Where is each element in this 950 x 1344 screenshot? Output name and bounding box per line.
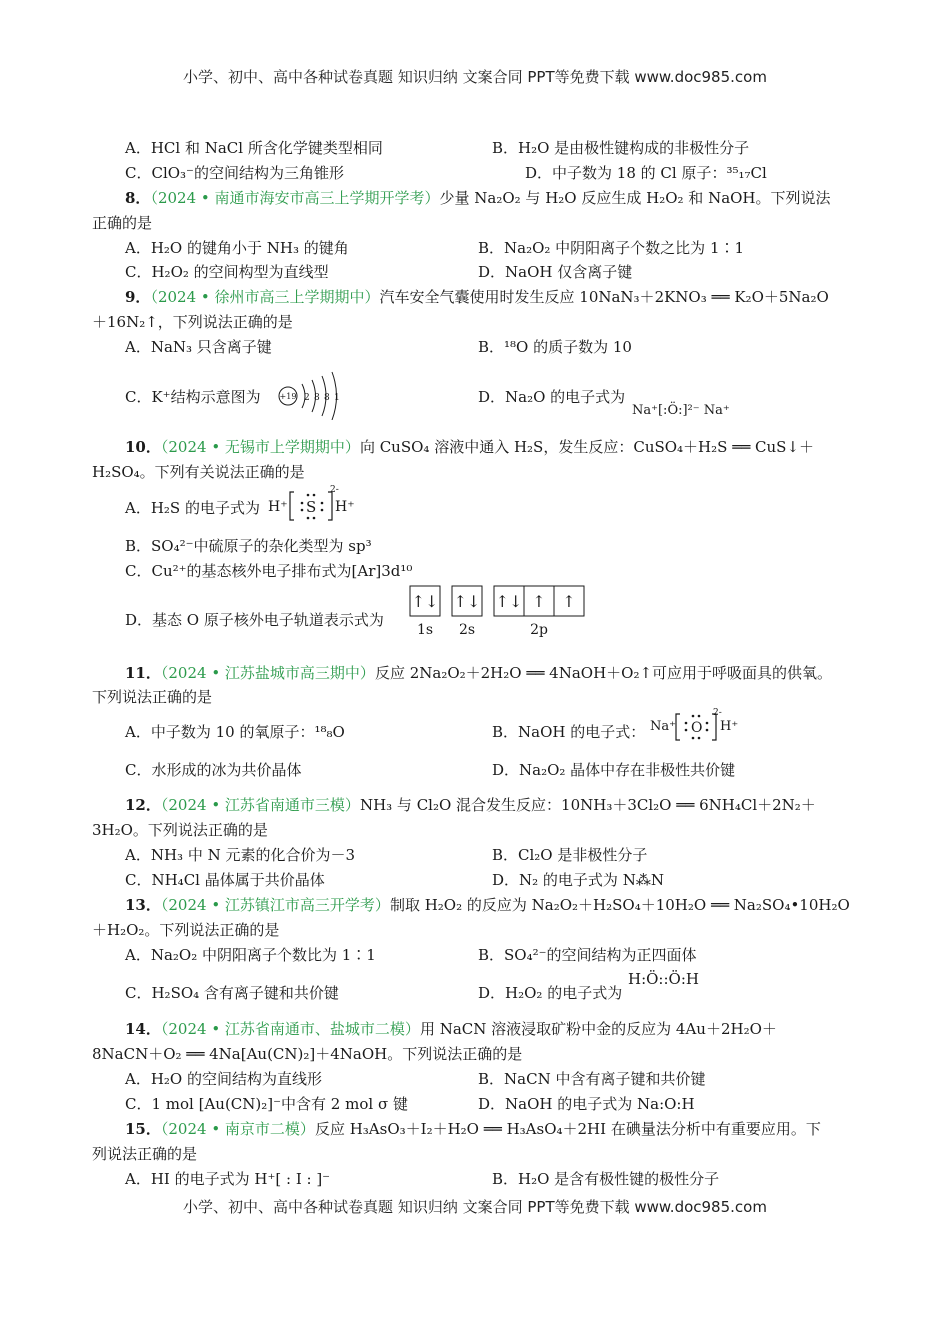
question-stem: 制取 H₂O₂ 的反应为 Na₂O₂＋H₂SO₄＋10H₂O ══ Na₂SO₄•10H₂O [389,896,850,914]
question-source: （2024 • 徐州市高三上学期期中） [150,288,380,306]
option-b: B．SO₄²⁻中硫原子的杂化类型为 sp³ [125,537,372,555]
option-b: B．NaCN 中含有离子键和共价键 [478,1070,706,1088]
question-stem: 向 CuSO₄ 溶液中通入 H₂S，发生反应：CuSO₄＋H₂S ══ CuS↓＋ [359,438,815,456]
naoh-electron-formula [650,708,750,744]
question-source: （2024 • 江苏盐城市高三期中） [160,664,375,682]
h2s-electron-formula [268,484,368,524]
electron-dot [307,494,310,497]
electron-dot [692,715,695,718]
option-c: C．NH₄Cl 晶体属于共价晶体 [125,871,325,889]
option-a: A．HCl 和 NaCl 所含化学键类型相同 [125,139,383,157]
label-1s: 1s [416,622,434,638]
electron-dot [307,517,310,520]
option-d: D．N₂ 的电子式为 N⁂N [492,871,664,889]
question-number: 15． [125,1120,161,1138]
potassium-ion-structure-diagram [276,364,346,420]
question-source: （2024 • 江苏镇江市高三开学考） [160,896,390,914]
option-a: A．NH₃ 中 N 元素的化合价为－3 [125,846,356,864]
option-a: A．H₂O 的键角小于 NH₃ 的键角 [125,239,349,257]
option-d: D．NaOH 的电子式为 Na:O:H [478,1095,695,1113]
bracket-left [676,714,680,740]
electron-dot [692,737,695,740]
electron-dot [706,722,709,725]
sulfur-symbol: S [306,498,317,516]
electron-dot [321,502,324,505]
option-a: A．Na₂O₂ 中阴阳离子个数比为 1∶1 [125,946,376,964]
electron-dot [698,737,701,740]
option-b: B．H₂O 是由极性键构成的非极性分子 [492,139,750,157]
electron-pair: ↑↓ [411,592,439,611]
oxygen-orbital-diagram [408,584,590,640]
question-source: （2024 • 江苏省南通市、盐城市二模） [160,1020,420,1038]
na-ion: Na⁺ [650,719,676,734]
question-number: 12． [125,796,161,814]
option-d: D．Na₂O 的电子式为 [478,388,626,406]
option-a: A．中子数为 10 的氧原子：¹⁸₈O [125,723,345,741]
h-ion-right: H⁺ [335,499,355,515]
electron-dot [685,729,688,732]
option-a: A．NaN₃ 只含离子键 [125,338,272,356]
question-stem: 少量 Na₂O₂ 与 H₂O 反应生成 H₂O₂ 和 NaOH。下列说法 [439,189,831,207]
electron-pair: ↑↓ [453,592,481,611]
option-d: D．Na₂O₂ 晶体中存在非极性共价键 [492,761,736,779]
question-source: （2024 • 南通市海安市高三上学期开学考） [150,189,440,207]
question-stem-cont: 列说法正确的是 [92,1145,198,1163]
question-stem: 反应 H₃AsO₃＋I₂＋H₂O ══ H₃AsO₄＋2HI 在碘量法分析中有重要应用。下 [314,1120,821,1138]
shell-3-count: 8 [324,393,330,403]
electron-single: ↑ [532,592,546,611]
shell-1-count: 2 [304,393,310,403]
bracket-right [328,492,332,520]
question-number: 10． [125,438,161,456]
page-header: 小学、初中、高中各种试卷真题 知识归纳 文案合同 PPT等免费下载 www.doc985.com [183,68,767,86]
option-c: C．水形成的冰为共价晶体 [125,761,302,779]
label-2p: 2p [530,622,548,638]
electron-pair: ↑↓ [495,592,523,611]
question-stem-cont: H₂SO₄。下列有关说法正确的是 [92,463,305,481]
question-number: 11． [125,664,161,682]
option-b: B．SO₄²⁻的空间结构为正四面体 [478,946,697,964]
shell-2-count: 8 [314,393,320,403]
electron-dot [685,722,688,725]
question-number: 13． [125,896,161,914]
question-source: （2024 • 南京市二模） [160,1120,315,1138]
question-stem-cont: 3H₂O。下列说法正确的是 [92,821,268,839]
option-d: D．NaOH 仅含离子键 [478,263,633,281]
h-ion: H⁺ [720,719,739,734]
question-number: 8． [125,189,151,207]
option-a: A．HI 的电子式为 H⁺[ : I : ]⁻ [125,1170,331,1188]
option-b: B．NaOH 的电子式： [492,723,646,741]
option-c: C．K⁺结构示意图为 [125,388,261,406]
option-b: B．Na₂O₂ 中阴阳离子个数之比为 1∶1 [478,239,745,257]
ion-charge: 2- [330,485,339,495]
page-footer: 小学、初中、高中各种试卷真题 知识归纳 文案合同 PPT等免费下载 www.doc985.com [183,1198,767,1216]
question-stem: 汽车安全气囊使用时发生反应 10NaN₃＋2KNO₃ ══ K₂O＋5Na₂O [379,288,829,306]
question-stem-cont: ＋H₂O₂。下列说法正确的是 [92,921,280,939]
electron-dot [321,509,324,512]
question-source: （2024 • 无锡市上学期期中） [160,438,360,456]
option-d: D．H₂O₂ 的电子式为 [478,984,623,1002]
bracket-left [290,492,294,520]
question-source: （2024 • 江苏省南通市三模） [160,796,360,814]
question-stem-cont: ＋16N₂↑，下列说法正确的是 [92,313,293,331]
option-a: A．H₂S 的电子式为 [125,499,260,517]
option-c: C．H₂SO₄ 含有离子键和共价键 [125,984,339,1002]
option-c: C．H₂O₂ 的空间构型为直线型 [125,263,329,281]
question-stem-cont: 正确的是 [92,214,153,232]
electron-dot [301,509,304,512]
option-b: B．H₂O 是含有极性键的极性分子 [492,1170,720,1188]
option-c: C．ClO₃⁻的空间结构为三角锥形 [125,164,344,182]
na2o-electron-formula: Na⁺[:Ö:]²⁻ Na⁺ [632,403,730,418]
shell-4-count: 1 [334,393,340,403]
option-c: C．1 mol [Au(CN)₂]⁻中含有 2 mol σ 键 [125,1095,408,1113]
question-stem-cont: 下列说法正确的是 [92,688,213,706]
option-b: B．Cl₂O 是非极性分子 [492,846,648,864]
nucleus-charge: +19 [279,392,297,401]
h-ion-left: H⁺ [268,499,288,515]
electron-dot [301,502,304,505]
electron-dot [313,494,316,497]
question-stem: 反应 2Na₂O₂＋2H₂O ══ 4NaOH＋O₂↑可应用于呼吸面具的供氧。 [374,664,833,682]
option-d: D．基态 O 原子核外电子轨道表示式为 [125,611,384,629]
electron-single: ↑ [562,592,576,611]
oxygen-symbol: O [691,720,703,736]
question-number: 14． [125,1020,161,1038]
option-c: C．Cu²⁺的基态核外电子排布式为[Ar]3d¹⁰ [125,562,413,580]
question-stem: 用 NaCN 溶液浸取矿粉中金的反应为 4Au＋2H₂O＋ [419,1020,777,1038]
electron-dot [706,729,709,732]
electron-dot [698,715,701,718]
electron-dot [313,517,316,520]
option-b: B．¹⁸O 的质子数为 10 [478,338,632,356]
h2o2-electron-formula: H:Ö::Ö:H [628,970,699,988]
option-a: A．H₂O 的空间结构为直线形 [125,1070,322,1088]
option-d: D．中子数为 18 的 Cl 原子：³⁵₁₇Cl [525,164,767,182]
question-stem: NH₃ 与 Cl₂O 混合发生反应：10NH₃＋3Cl₂O ══ 6NH₄Cl＋2N₂＋ [359,796,816,814]
label-2s: 2s [458,622,476,638]
question-stem-cont: 8NaCN＋O₂ ══ 4Na[Au(CN)₂]＋4NaOH。下列说法正确的是 [92,1045,523,1063]
ion-charge: 2- [713,708,722,718]
question-number: 9． [125,288,151,306]
